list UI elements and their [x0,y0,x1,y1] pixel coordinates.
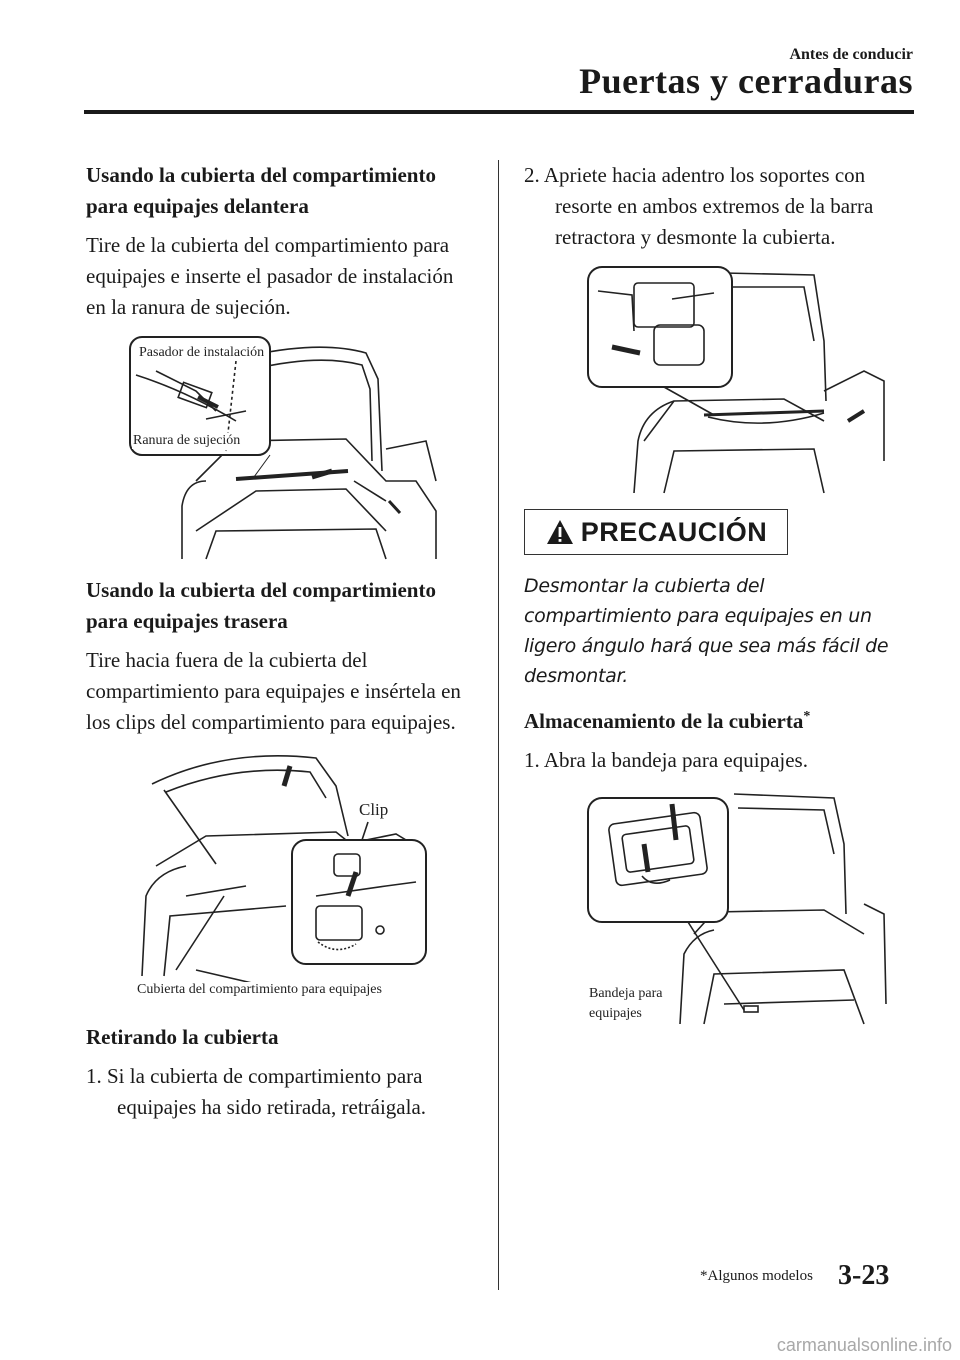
step-text: Si la cubierta de compartimiento para equipajes ha sido retirada, retráigala. [107,1064,427,1119]
footer-note: *Algunos modelos [700,1268,813,1284]
removing-step-1 [86,1061,466,1123]
column-divider [498,160,499,1290]
rear-cover-figure [86,746,466,1008]
watermark: carmanualsonline.info [776,1335,952,1355]
warning-icon [545,518,575,546]
some-models-mark: * [803,709,811,724]
step-number: 2. [524,163,540,187]
step-text: Apriete hacia adentro los soportes con resorte en ambos extremos de la barra retractora y desmonte la cubierta. [543,163,874,249]
header-rule [84,110,914,114]
storage-heading-text: Almacenamiento de la cubierta [524,709,804,733]
right-column [524,160,914,1048]
storage-heading [524,701,914,737]
installation-pin-label: Pasador de instalación [139,345,265,360]
removing-step-2 [524,160,914,253]
caution-text: Desmontar la cubierta del compartimiento para equipajes en un ligero ángulo hará que sea más fácil de desmontar. [524,575,889,687]
luggage-cover-label: Cubierta del compartimiento para equipajes [137,982,382,997]
page-number: 3-23 [838,1260,890,1291]
caution-title: PRECAUCIÓN [580,516,768,547]
rear-cover-illustration [86,746,466,1008]
luggage-tray-label-line2: equipajes [589,1006,642,1021]
left-column [86,160,466,1131]
front-cover-text: Tire de la cubierta del compartimiento para equipajes e inserte el pasador de instalación en la ranura de sujeción. [86,233,454,319]
storage-step-1 [524,745,914,776]
step-text: Abra la bandeja para equipajes. [543,748,808,772]
luggage-tray-label-line1: Bandeja para [589,986,663,1001]
chapter-title: Antes de conducir [789,46,913,63]
tray-figure [524,784,914,1034]
front-cover-heading: Usando la cubierta del compartimiento para equipajes delantera [86,163,436,218]
front-cover-figure [86,331,466,561]
caution-badge [524,509,788,555]
step-number: 1. [524,748,540,772]
rear-cover-text: Tire hacia fuera de la cubierta del compartimiento para equipajes e insértela en los clips del compartimiento para equipajes. [86,648,461,734]
holding-slot-label: Ranura de sujeción [133,433,241,448]
section-title: Puertas y cerraduras [579,61,913,101]
clip-label: Clip [359,800,389,819]
tray-illustration [524,784,914,1034]
retractor-illustration [524,261,914,495]
rear-cover-heading: Usando la cubierta del compartimiento para equipajes trasera [86,578,436,633]
retractor-figure [524,261,914,495]
step-number: 1. [86,1064,102,1088]
removing-heading: Retirando la cubierta [86,1025,279,1049]
